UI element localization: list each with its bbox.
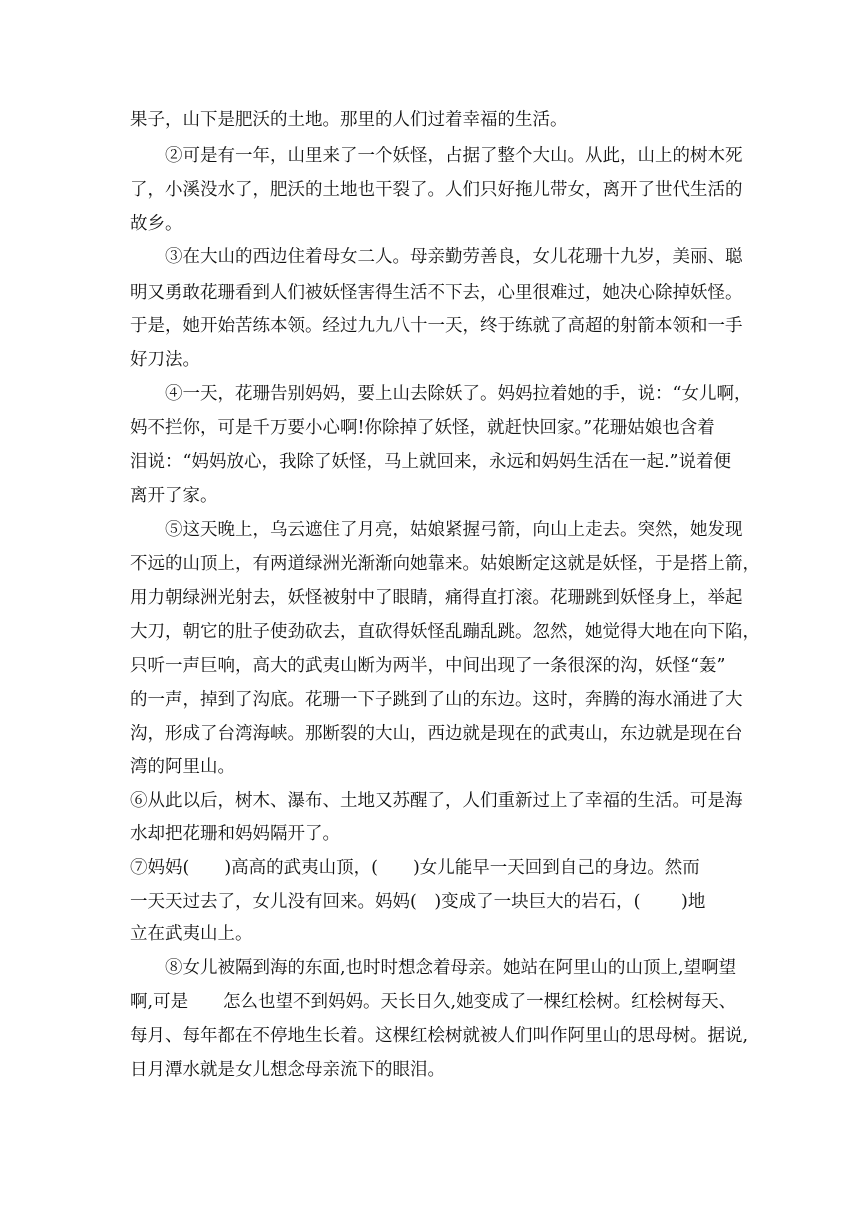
text-line: 果子，山下是肥沃的土地。那里的人们过着幸福的生活。	[130, 110, 568, 130]
text-line: 一天天过去了，女儿没有回来。妈妈( )变成了一块巨大的岩石，( )地	[130, 892, 706, 912]
text-line: 立在武夷山上。	[130, 924, 253, 944]
text-line: ②可是有一年，山里来了一个妖怪，占据了整个大山。从此，山上的树木死	[165, 146, 743, 166]
text-line: 于是，她开始苦练本领。经过九九八十一天，终于练就了高超的射箭本领和一手	[130, 316, 743, 336]
text-line: 沟，形成了台湾海峡。那断裂的大山，西边就是现在的武夷山，东边就是现在台	[130, 724, 743, 744]
text-line: 故乡。	[130, 214, 183, 234]
text-line: ⑧女儿被隔到海的东面,也时时想念着母亲。她站在阿里山的山顶上,望啊望	[165, 958, 737, 978]
text-line: ⑤这天晚上，乌云遮住了月亮，姑娘紧握弓箭，向山上走去。突然，她发现	[165, 520, 743, 540]
text-line: 大刀，朝它的肚子使劲砍去，直砍得妖怪乱蹦乱跳。忽然，她觉得大地在向下陷，	[130, 622, 760, 642]
text-line: 日月潭水就是女儿想念母亲流下的眼泪。	[130, 1060, 445, 1080]
text-line: ③在大山的西边住着母女二人。母亲勤劳善良，女儿花珊十九岁，美丽、聪	[165, 247, 743, 267]
text-line: 明又勇敢花珊看到人们被妖怪害得生活不下去，心里很难过，她决心除掉妖怪。	[130, 283, 743, 303]
text-line: 啊,可是 怎么也望不到妈妈。天长日久,她变成了一棵红桧树。红桧树每天、	[130, 992, 737, 1012]
text-line: 的一声，掉到了沟底。花珊一下子跳到了山的东边。这时，奔腾的海水涌进了大	[130, 690, 743, 710]
text-line: 不远的山顶上，有两道绿洲光渐渐向她靠来。姑娘断定这就是妖怪，于是搭上箭，	[130, 554, 760, 574]
text-line: 用力朝绿洲光射去，妖怪被射中了眼睛，痛得直打滚。花珊跳到妖怪身上，举起	[130, 588, 743, 608]
text-line: 泪说：“妈妈放心，我除了妖怪，马上就回来，永远和妈妈生活在一起.”说着便	[130, 452, 731, 472]
text-line: 妈不拦你，可是千万要小心啊!你除掉了妖怪，就赶快回家。”花珊姑娘也含着	[130, 418, 715, 438]
text-line: 湾的阿里山。	[130, 757, 235, 777]
text-line: 只听一声巨响，高大的武夷山断为两半，中间出现了一条很深的沟，妖怪“轰”	[130, 656, 726, 676]
text-line: 好刀法。	[130, 350, 200, 370]
text-line: ⑥从此以后，树木、瀑布、土地又苏醒了，人们重新过上了幸福的生活。可是海	[130, 791, 743, 811]
text-line: ⑦妈妈( )高高的武夷山顶，( )女儿能早一天回到自己的身边。然而	[130, 858, 700, 878]
text-line: 了，小溪没水了，肥沃的土地也干裂了。人们只好拖儿带女，离开了世代生活的	[130, 180, 743, 200]
text-line: ④一天，花珊告别妈妈，要上山去除妖了。妈妈拉着她的手，说：“女儿啊，	[165, 384, 752, 404]
text-line: 离开了家。	[130, 486, 218, 506]
text-line: 每月、每年都在不停地生长着。这棵红桧树就被人们叫作阿里山的思母树。据说,	[130, 1026, 749, 1046]
text-line: 水却把花珊和妈妈隔开了。	[130, 824, 340, 844]
